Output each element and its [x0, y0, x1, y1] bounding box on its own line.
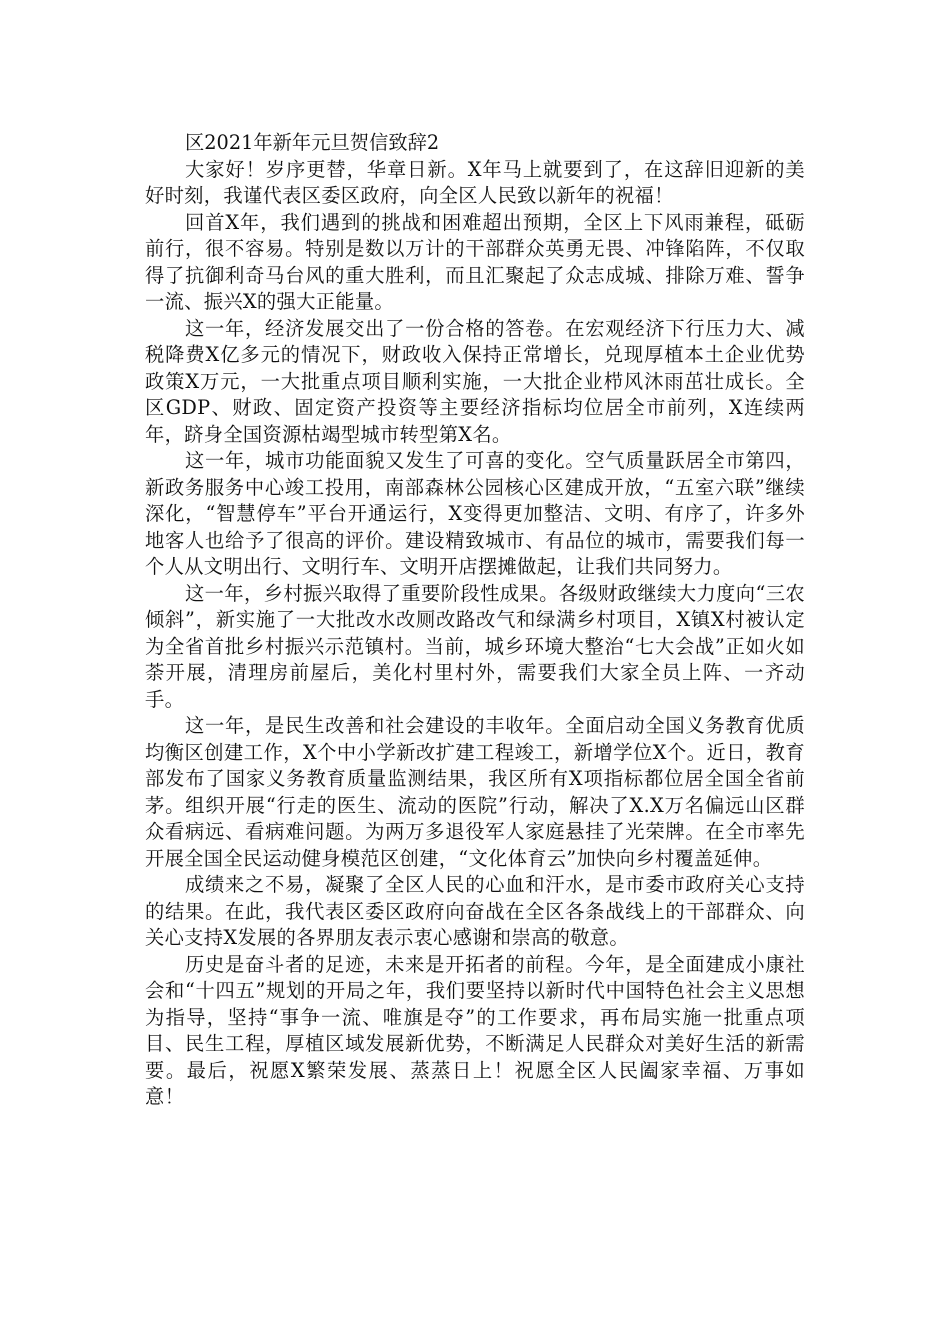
paragraph-thanks: 成绩来之不易，凝聚了全区人民的心血和汗水，是市委市政府关心支持的结果。在此，我代表区委区政府向奋战在全区各条战线上的干部群众、向关心支持X发展的各界朋友表示衷心感谢和崇高的敬意。	[145, 873, 805, 949]
document-title: 区2021年新年元旦贺信致辞2	[185, 131, 440, 154]
paragraph-livelihood: 这一年，是民生改善和社会建设的丰收年。全面启动全国义务教育优质均衡区创建工作，X个中小学新改扩建工程竣工，新增学位X个。近日，教育部发布了国家义务教育质量监测结果，我区所有X项指标都位居全国全省前茅。组织开展“行走的医生、流动的医院”行动，解决了X.X万名偏远山区群众看病远、看病难问题。为两万多退役军人家庭悬挂了光荣牌。在全市率先开展全国全民运动健身模范区创建，“文化体育云”加快向乡村覆盖延伸。	[145, 714, 805, 870]
paragraph-rural: 这一年，乡村振兴取得了重要阶段性成果。各级财政继续大力度向“三农倾斜”，新实施了一大批改水改厕改路改气和绿满乡村项目，X镇X村被认定为全省首批乡村振兴示范镇村。当前，城乡环境大整治“七大会战”正如火如荼开展，清理房前屋后，美化村里村外，需要我们大家全员上阵、一齐动手。	[145, 581, 805, 711]
paragraph-greeting: 大家好！岁序更替，华章日新。X年马上就要到了，在这辞旧迎新的美好时刻，我谨代表区委区政府，向全区人民致以新年的祝福！	[145, 157, 805, 207]
paragraph-economy: 这一年，经济发展交出了一份合格的答卷。在宏观经济下行压力大、减税降费X亿多元的情况下，财政收入保持正常增长，兑现厚植本土企业优势政策X万元，一大批重点项目顺利实施，一大批企业栉风沐雨茁壮成长。全区GDP、财政、固定资产投资等主要经济指标均位居全市前列，X连续两年，跻身全国资源枯竭型城市转型第X名。	[145, 316, 805, 446]
paragraph-outlook: 历史是奋斗者的足迹，未来是开拓者的前程。今年，是全面建成小康社会和“十四五”规划的开局之年，我们要坚持以新时代中国特色社会主义思想为指导，坚持“事争一流、唯旗是夺”的工作要求，再布局实施一批重点项目、民生工程，厚植区域发展新优势，不断满足人民群众对美好生活的新需要。最后，祝愿X繁荣发展、蒸蒸日上！祝愿全区人民阖家幸福、万事如意！	[145, 952, 805, 1108]
document-body	[145, 130, 805, 1111]
paragraph-city: 这一年，城市功能面貌又发生了可喜的变化。空气质量跃居全市第四，新政务服务中心竣工投用，南部森林公园核心区建成开放，“五室六联”继续深化，“智慧停车”平台开通运行，X变得更加整洁、文明、有序了，许多外地客人也给予了很高的评价。建设精致城市、有品位的城市，需要我们每一个人从文明出行、文明行车、文明开店摆摊做起，让我们共同努力。	[145, 449, 805, 578]
paragraph-review: 回首X年，我们遇到的挑战和困难超出预期，全区上下风雨兼程，砥砺前行，很不容易。特别是数以万计的干部群众英勇无畏、冲锋陷阵，不仅取得了抗御利奇马台风的重大胜利，而且汇聚起了众志成城、排除万难、誓争一流、振兴X的强大正能量。	[145, 210, 805, 313]
